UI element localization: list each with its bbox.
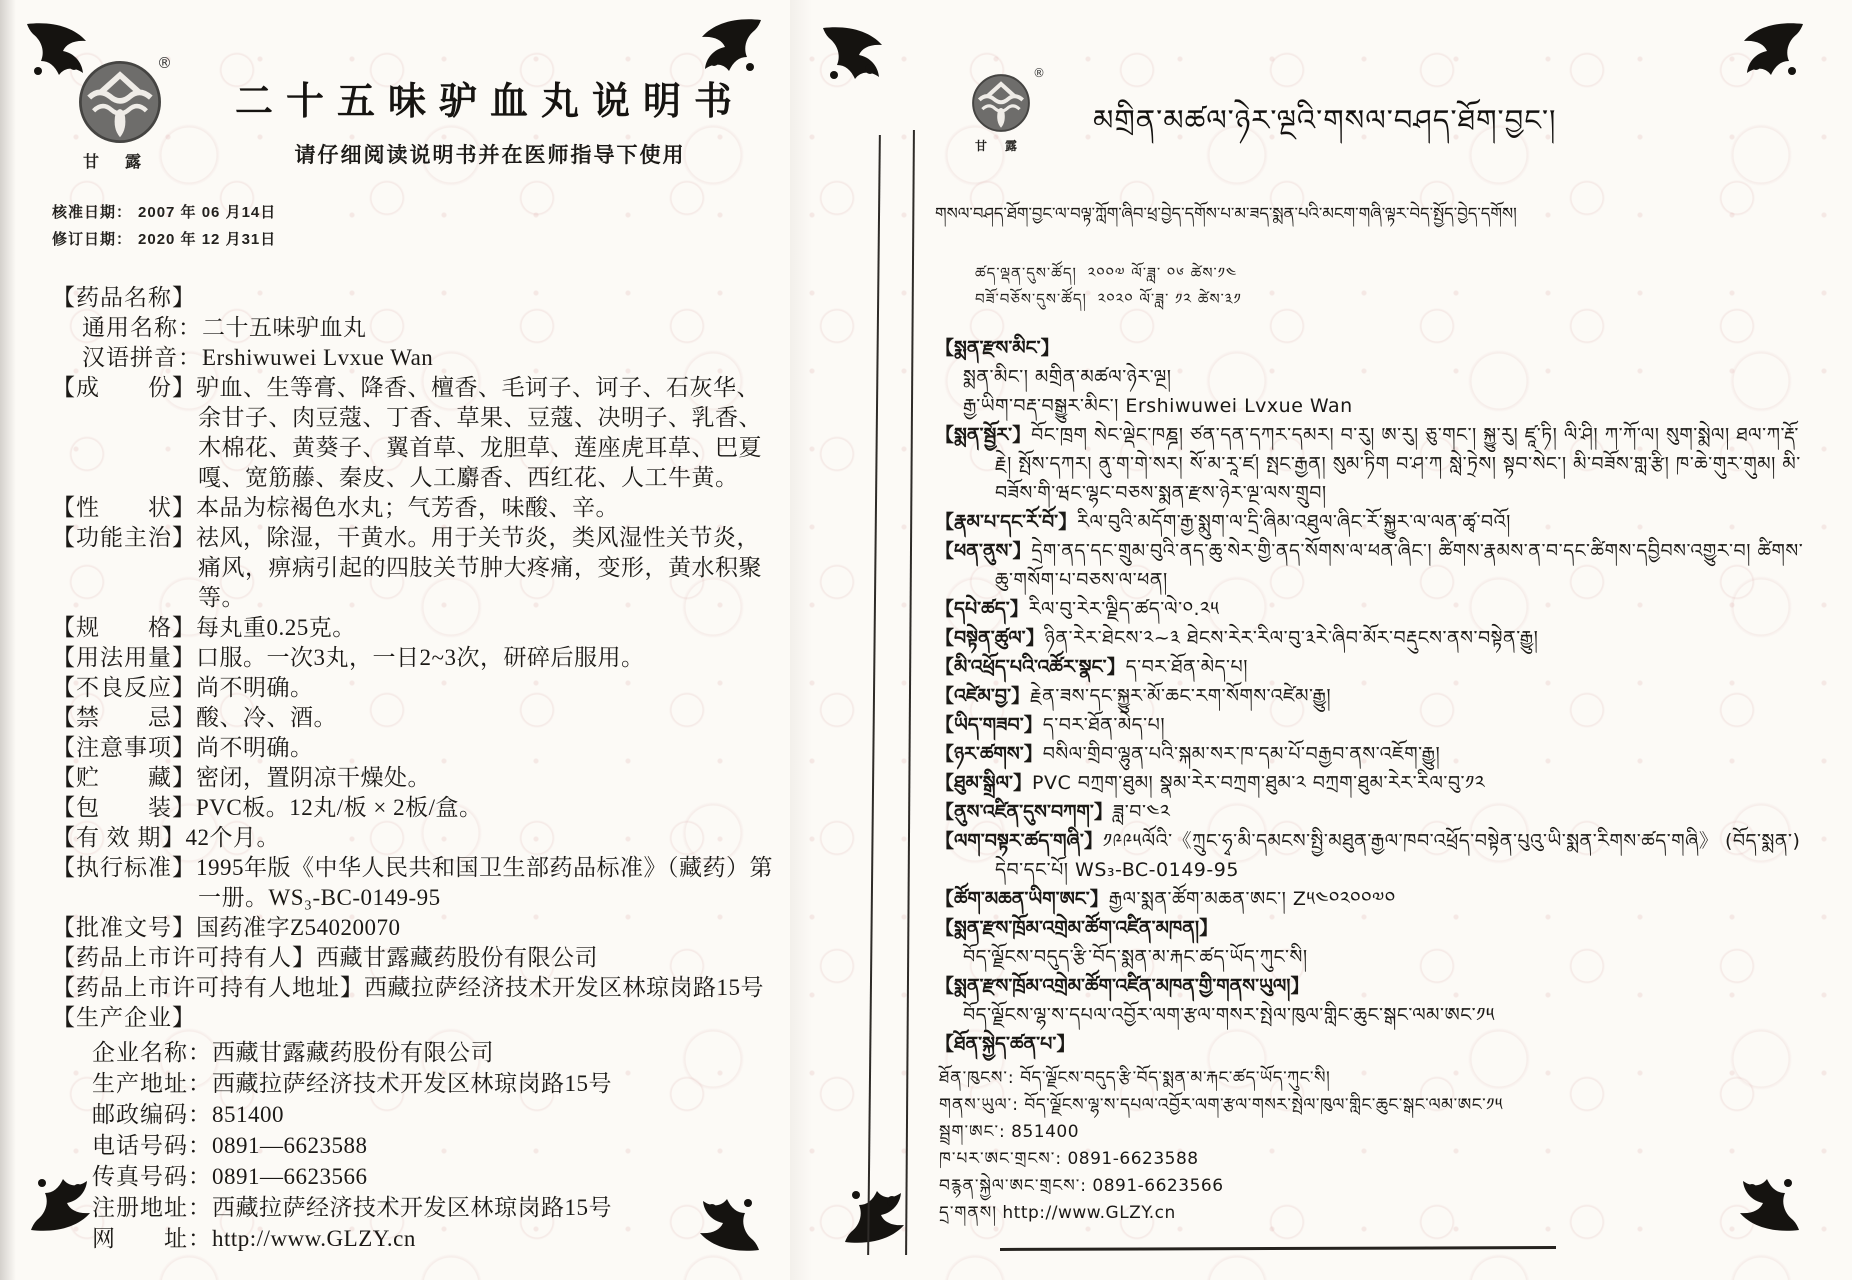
tibetan-page — [935, 48, 1807, 1227]
scan-edge-shadow — [0, 0, 16, 1280]
dosage-tib: 【བསྟེན་ཚུལ་】ཉིན་རེར་ཐེངས་༢~༣ ཐེངས་རེར་རིལ་བུ་༣རེ་ཞིབ་མོར་བརྡུངས་ནས་བསྟེན་རྒྱུ། — [935, 627, 1539, 649]
brand-name: 甘露 — [974, 139, 1035, 153]
postal-code-tib: སྦྲག་ཨང་: 851400 — [939, 1122, 1080, 1142]
precautions: 【注意事项】尚不明确。 — [52, 735, 314, 760]
revision-date-label: 修订日期： — [52, 231, 133, 248]
ingredients-tib: 【སྨན་སྦྱོར་】བོང་ཁྲག སེང་ལྡེང་ཁཎྜ། ཙན་དན་དཀར་དམར། བ་རུ། ཨ་རུ། ཅུ་གང་། སྐྱུ་རུ། ཛཱ་ཏི། ལི་ཤི། ཀ་ཀོ་ལ། སུག་སྨེལ། ཐལ་ཀ་རྡོ་རྗེ། སྤོས་དཀར། ནུ་ག་གེ་སར། སོ་མ་རཱ་ཛ། སྤང་རྒྱན། སུམ་ཏིག བ་ཤ་ཀ སླེ་ཏྲེས། སྟབ་སེང་། མི་བཟོས་གླ་རྩི། ཁ་ཆེ་གུར་གུམ། མི་བཟོས་གི་ཝང་ལྷང་བཅས་སྨན་རྫས་ཉེར་ལྔ་ལས་གྲུབ། — [935, 424, 1801, 504]
registered-mark: ® — [1033, 66, 1045, 80]
approval-number: 【批准文号】国药准字Z54020070 — [52, 915, 401, 940]
phone-number: 电话号码：0891—6623588 — [92, 1133, 368, 1158]
drug-info-sections-tibetan — [935, 334, 1807, 1059]
corner-flourish-right-page-top-left — [820, 20, 886, 90]
production-address: 生产地址：西藏拉萨经济技术开发区林琼岗路15号 — [92, 1071, 612, 1096]
storage-tib: 【ཉར་ཚགས་】བསིལ་གྲིབ་ལྷུན་པའི་སྐམ་སར་ཁ་དམ་པོ་བརྒྱབ་ནས་འཇོག་རྒྱུ། — [935, 743, 1441, 765]
page-subtitle: 请仔细阅读说明书并在医师指导下使用 — [294, 144, 686, 167]
manufacturer-details — [52, 1037, 778, 1254]
drug-name-heading-tib: 【སྨན་རྫས་མིང་】 — [935, 337, 1060, 359]
ganlu-logo — [72, 54, 172, 172]
approval-number-tib: 【ཚོག་མཆན་ཡིག་ཨང་】རྒྱལ་སྨན་ཚོག་མཆན་ཨང་། Z༥༤༠༢༠༠༧༠ — [935, 888, 1396, 910]
registered-mark: ® — [157, 54, 172, 72]
fax-number-tib: བརྙན་སྐྱེལ་ཨང་གྲངས་: 0891-6623566 — [939, 1176, 1224, 1196]
generic-name-tib: སྨན་མིང་། མགྲིན་མཚལ་ཉེར་ལྔ། — [963, 366, 1172, 388]
corner-flourish-right-page-bottom-left — [842, 1180, 908, 1250]
license-holder-heading-tib: 【སྨན་རྫས་ཁྲོམ་འགྲེམ་ཚོག་འཛིན་མཁན།】 — [935, 917, 1219, 939]
approval-date-value: 2007 年 06 月14日 — [138, 204, 277, 221]
license-holder-address-tib: བོད་ལྗོངས་ལྷ་ས་དཔལ་འབྱོར་ལག་རྩལ་གསར་སྤེལ་ཁུལ་གླིང་ཆུང་སྒང་ལམ་ཨང་༡༥ — [963, 1004, 1495, 1026]
date-block-tibetan — [975, 260, 1807, 312]
phone-number-tib: ཁ་པར་ཨང་གྲངས་: 0891-6623588 — [939, 1149, 1199, 1169]
ingredients: 【成 份】驴血、生等膏、降香、檀香、毛诃子、诃子、石灰华、余甘子、肉豆蔻、丁香、草果、豆蔻、决明子、乳香、木棉花、黄葵子、翼首草、龙胆草、莲座虎耳草、巴夏嘎、宽筋藤、秦皮、人工麝香、西红花、人工牛黄。 — [52, 375, 762, 490]
description: 【性 状】本品为棕褐色水丸；气芳香，味酸、辛。 — [52, 495, 619, 520]
drug-info-sections — [52, 283, 778, 1033]
registered-address: 注册地址：西藏拉萨经济技术开发区林琼岗路15号 — [92, 1195, 612, 1220]
package-tib: 【ཐུམ་སྒྲིལ་】PVC བཀྲག་ཐུམ། སྣམ་རེར་བཀྲག་ཐུམ་༢ བཀྲག་ཐུམ་རེར་རིལ་བུ་༡༢ — [935, 772, 1486, 794]
company-name-tib: ཐོན་ཁུངས་: བོད་ལྗོངས་བདུད་རྩི་བོད་སྨན་མ་རྐང་ཚད་ཡོད་ཀུང་སི། — [939, 1068, 1331, 1088]
page-title-tibetan: མགྲིན་མཚལ་ཉེར་ལྔའི་གསལ་བཤད་ཐོག་བྱང་། — [1093, 103, 1557, 137]
pinyin-name-tib: རྒྱ་ཡིག་བརྡ་བསྒྱུར་མིང་། Ershiwuwei Lvxue Wan — [963, 395, 1353, 417]
specification: 【规 格】每丸重0.25克。 — [52, 615, 356, 640]
license-holder-name-tib: བོད་ལྗོངས་བདུད་རྩི་བོད་སྨན་མ་རྐང་ཚད་ཡོད་ཀུང་སི། — [963, 946, 1308, 968]
package: 【包 装】PVC板。12丸/板 × 2板/盒。 — [52, 795, 483, 820]
ganlu-logo-right — [965, 66, 1045, 154]
description-tib: 【རྣམ་པ་དང་རོ་བོ་】རིལ་བུའི་མདོག་རྒྱ་སྨུག་ལ་དྲི་ཞིམ་འཐུལ་ཞིང་རོ་སྐྱུར་ལ་ལན་ཚྭ་བའོ། — [935, 511, 1511, 533]
license-holder-address-heading-tib: 【སྨན་རྫས་ཁྲོམ་འགྲེམ་ཚོག་འཛིན་མཁན་གྱི་གནས་ཡུལ།】 — [935, 975, 1310, 997]
revision-date-value: 2020 年 12 月31日 — [138, 231, 277, 248]
company-name: 企业名称：西藏甘露藏药股份有限公司 — [92, 1040, 494, 1065]
validity: 【有 效 期】42个月。 — [52, 825, 280, 850]
storage: 【贮 藏】密闭，置阴凉干燥处。 — [52, 765, 431, 790]
postal-code: 邮政编码：851400 — [92, 1102, 284, 1127]
pinyin-name: 汉语拼音：Ershiwuwei Lvxue Wan — [82, 345, 434, 370]
fold-line — [905, 130, 915, 1255]
website: 网 址：http://www.GLZY.cn — [92, 1226, 416, 1251]
approval-date — [52, 199, 778, 226]
ganlu-logo-icon — [970, 72, 1032, 134]
brand-name: 甘露 — [82, 154, 167, 171]
ganlu-logo-icon — [76, 58, 164, 146]
fold-line — [867, 135, 881, 1255]
revision-date — [52, 226, 778, 253]
revision-date-tibetan: བཟོ་བཅོས་དུས་ཚོད། ༢༠༢༠ ལོ་ཟླ་ ༡༢ ཚེས་༣༡ — [975, 290, 1242, 308]
adverse-reactions-tib: 【མི་འཕྲོད་པའི་འཚོར་སྣང་】ད་བར་ཐོན་མེད་པ། — [935, 656, 1248, 678]
indications: 【功能主治】祛风，除湿，干黄水。用于关节炎，类风湿性关节炎，痛风，痹病引起的四肢关节肿大疼痛，变形，黄水积聚等。 — [52, 525, 762, 610]
page-gutter — [790, 0, 812, 1280]
precautions-tib: 【ཡིད་གཟབ་】ད་བར་ཐོན་མེད་པ། — [935, 714, 1166, 736]
bottom-rule — [1000, 1246, 1556, 1250]
page-title: 二十五味驴血丸说明书 — [234, 81, 745, 123]
approval-date-label: 核准日期： — [52, 204, 133, 221]
page-subtitle-tibetan: གསལ་བཤད་ཐོག་བྱང་ལ་བལྟ་ཀློག་ཞིབ་ཕྲ་བྱེད་དགོས་པ་མ་ཟད་སྨན་པའི་མངག་གཞི་ལྟར་བེད་སྤྱོད་བྱེད་དགོས། — [935, 204, 1517, 223]
chinese-page — [52, 48, 778, 1254]
approval-date-tibetan: ཚད་ལྡན་དུས་ཚོད། ༢༠༠༧ ལོ་ཟླ་ ༠༦ ཚེས་༡༤ — [975, 264, 1238, 282]
manufacturer-heading-tib: 【ཐོན་སྐྱེད་ཚན་པ་】 — [935, 1033, 1076, 1055]
fax-number: 传真号码：0891—6623566 — [92, 1164, 368, 1189]
production-address-tib: གནས་ཡུལ་: བོད་ལྗོངས་ལྷ་ས་དཔལ་འབྱོར་ལག་རྩལ་གསར་སྤེལ་ཁུལ་གླིང་ཆུང་སྒང་ལམ་ཨང་༡༥ — [939, 1095, 1503, 1115]
date-block — [52, 199, 778, 253]
indications-tib: 【ཕན་ནུས་】དྲེག་ནད་དང་གྲུམ་བུའི་ནད་ཆུ་སེར་གྱི་ནད་སོགས་ལ་ཕན་ཞིང་། ཚིགས་རྣམས་ན་བ་དང་ཚིགས་དབྱིབས་འགྱུར་བ། ཚིགས་ཆུ་གསོག་པ་བཅས་ལ་ཕན། — [935, 540, 1804, 591]
validity-tib: 【ནུས་འཛིན་དུས་བཀག་】ཟླ་བ་༤༢ — [935, 801, 1171, 823]
generic-name: 通用名称：二十五味驴血丸 — [82, 315, 367, 340]
manufacturer-heading: 【生产企业】 — [52, 1005, 196, 1030]
license-holder-address: 【药品上市许可持有人地址】西藏拉萨经济技术开发区林琼岗路15号 — [52, 975, 764, 1000]
executive-standard-tib: 【ལག་བསྟར་ཚད་གཞི་】༡༩༩༥ལོའི་《ཀྲུང་ཧྭ་མི་དམངས་སྤྱི་མཐུན་རྒྱལ་ཁབ་འཕྲོད་བསྟེན་པུའུ་ཡི་སྨན་རིགས་ཚད་གཞི》 (བོད་སྨན་) དེབ་དང་པོ། WS₃-BC-0149-95 — [935, 830, 1801, 881]
license-holder: 【药品上市许可持有人】西藏甘露藏药股份有限公司 — [52, 945, 598, 970]
specification-tib: 【དཔེ་ཚད་】རིལ་བུ་རེར་ལྗིད་ཚད་ལེ་༠.༢༥ — [935, 598, 1220, 620]
manufacturer-details-tibetan — [935, 1065, 1807, 1227]
executive-standard: 【执行标准】1995年版《中华人民共和国卫生部药品标准》（藏药）第一册。WS₃-BC-0149-95 — [52, 855, 773, 910]
drug-name-heading: 【药品名称】 — [52, 285, 196, 310]
contraindications: 【禁 忌】酸、冷、酒。 — [52, 705, 337, 730]
dosage: 【用法用量】口服。一次3丸，一日2~3次，研碎后服用。 — [52, 645, 645, 670]
contraindications-tib: 【འཛེམ་བྱ་】རྗེན་ཟས་དང་སྐྱུར་མོ་ཆང་རག་སོགས་འཛེམ་རྒྱུ། — [935, 685, 1332, 707]
website-tib: དྲ་གནས། http://www.GLZY.cn — [939, 1203, 1176, 1223]
adverse-reactions: 【不良反应】尚不明确。 — [52, 675, 314, 700]
